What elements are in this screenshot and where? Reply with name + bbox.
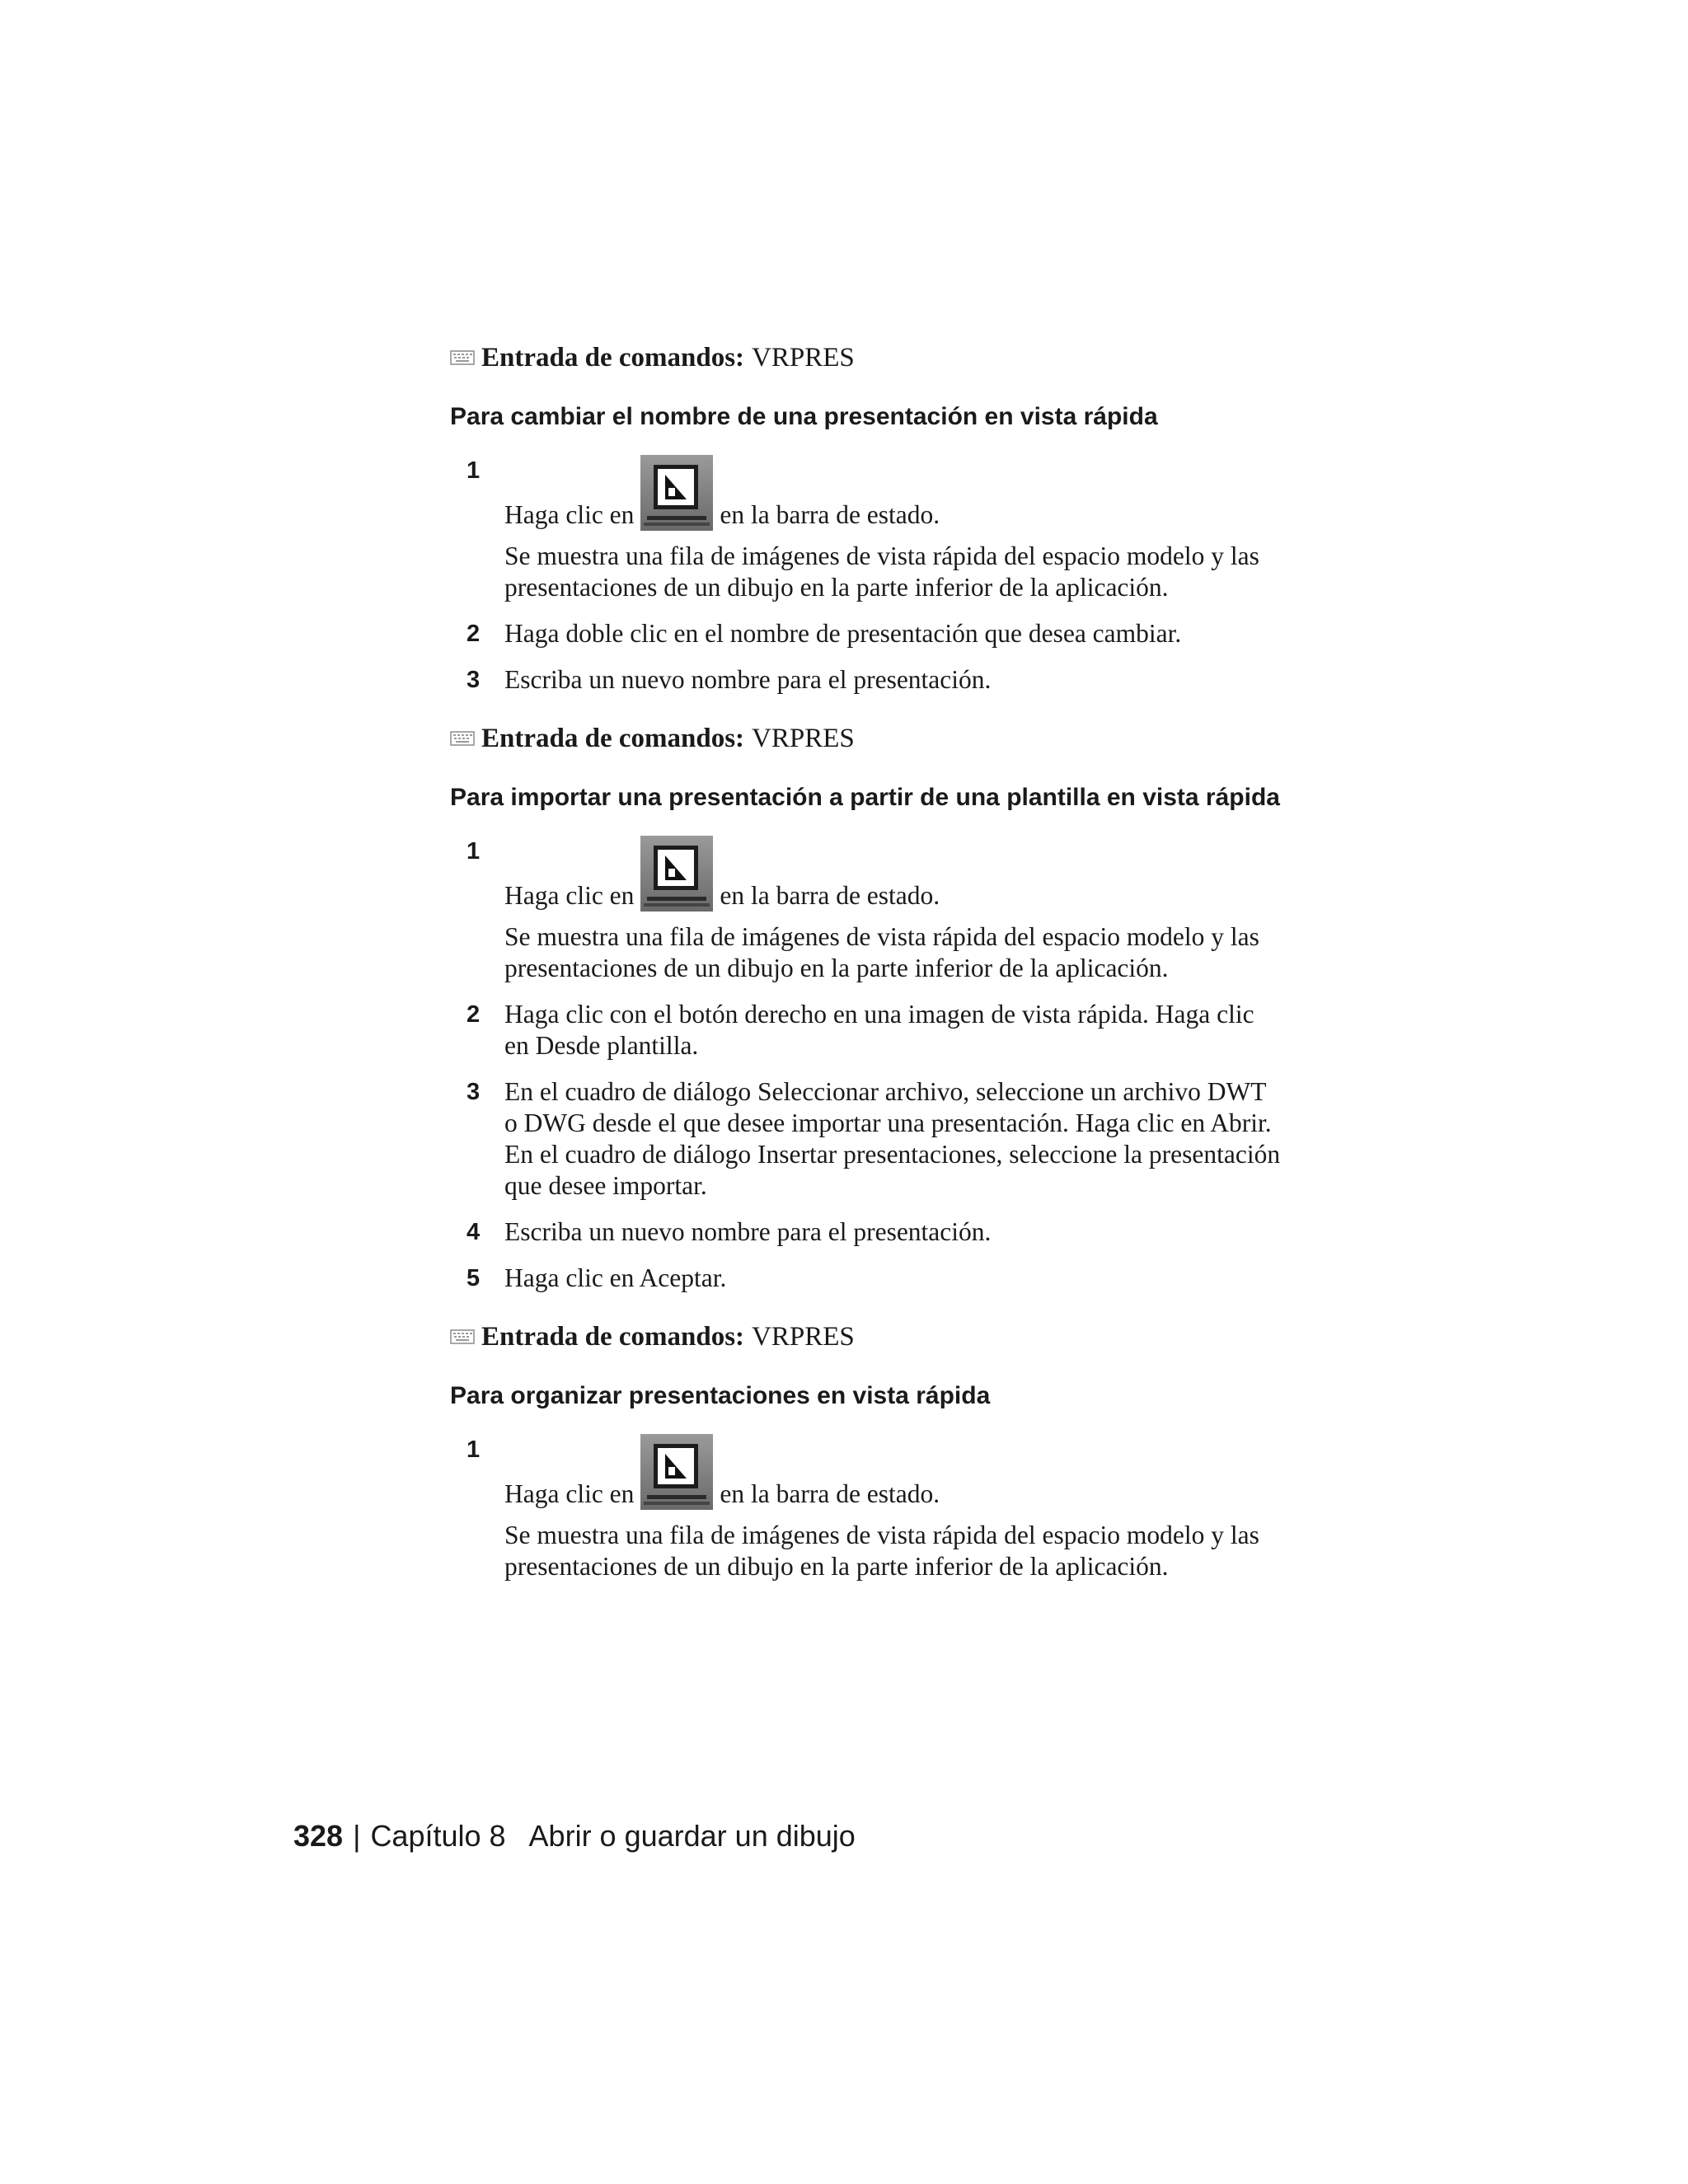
- step-text: En el cuadro de diálogo Seleccionar archivo, seleccione un archivo DWT: [504, 1077, 1267, 1106]
- step-text: en Desde plantilla.: [504, 1031, 699, 1060]
- step-text: en la barra de estado.: [720, 1479, 940, 1508]
- step-text: Haga clic en: [504, 500, 635, 529]
- page-number: 328: [293, 1819, 344, 1853]
- command-entry-value: VRPRES: [752, 1321, 855, 1352]
- keyboard-icon: [450, 349, 475, 366]
- step-item: [450, 1216, 1357, 1248]
- command-entry-label: Entrada de comandos:: [481, 342, 745, 373]
- page-footer: [293, 1813, 856, 1859]
- footer-chapter: Capítulo 8: [370, 1819, 506, 1853]
- step-text: o DWG desde el que desee importar una presentación. Haga clic en Abrir.: [504, 1108, 1272, 1137]
- command-entry-label: Entrada de comandos:: [481, 723, 745, 753]
- footer-chapter-title: Abrir o guardar un dibujo: [528, 1819, 856, 1853]
- step-note-line: presentaciones de un dibujo en la parte inferior de la aplicación.: [504, 954, 1169, 982]
- keyboard-icon: [450, 730, 475, 747]
- step-number: 2: [467, 1001, 481, 1028]
- command-entry: [450, 338, 1357, 377]
- step-list: [450, 1434, 1357, 1582]
- step-item: [450, 455, 1357, 603]
- step-note-line: presentaciones de un dibujo en la parte inferior de la aplicación.: [504, 573, 1169, 602]
- procedure-title: Para organizar presentaciones en vista rápida: [450, 1382, 991, 1409]
- step-list: [450, 836, 1357, 1294]
- command-entry: [450, 1317, 1357, 1357]
- command-entry: [450, 719, 1357, 758]
- quick-view-layouts-icon: [640, 455, 713, 531]
- step-item: [450, 664, 1357, 696]
- step-item: [450, 1434, 1357, 1582]
- procedure-title: Para cambiar el nombre de una presentación en vista rápida: [450, 403, 1158, 430]
- step-number: 2: [467, 621, 481, 647]
- step-number: 4: [467, 1219, 481, 1245]
- page-content: [450, 338, 1357, 1597]
- step-item: [450, 836, 1357, 984]
- step-number: 3: [467, 1079, 481, 1105]
- step-number: 5: [467, 1265, 481, 1291]
- step-text: en la barra de estado.: [720, 500, 940, 529]
- command-entry-value: VRPRES: [752, 723, 855, 753]
- step-note-line: Se muestra una fila de imágenes de vista rápida del espacio modelo y las: [504, 922, 1259, 951]
- step-item: [450, 618, 1357, 649]
- step-item: [450, 1263, 1357, 1294]
- step-number: 3: [467, 667, 481, 693]
- quick-view-layouts-icon: [640, 1434, 713, 1510]
- section-organize-layouts: [450, 1317, 1357, 1582]
- command-entry-label: Entrada de comandos:: [481, 1321, 745, 1352]
- step-item: [450, 1076, 1357, 1202]
- step-number: 1: [467, 1436, 481, 1463]
- step-text: Escriba un nuevo nombre para el presentación.: [504, 1217, 992, 1246]
- command-entry-value: VRPRES: [752, 342, 855, 373]
- section-rename-layout: [450, 338, 1357, 696]
- step-number: 1: [467, 838, 481, 865]
- step-note-line: presentaciones de un dibujo en la parte inferior de la aplicación.: [504, 1552, 1169, 1581]
- step-item: [450, 999, 1357, 1062]
- step-text: Haga clic con el botón derecho en una imagen de vista rápida. Haga clic: [504, 1000, 1254, 1029]
- step-text: Haga doble clic en el nombre de presentación que desea cambiar.: [504, 619, 1182, 648]
- step-number: 1: [467, 457, 481, 484]
- step-list: [450, 455, 1357, 696]
- step-text: Haga clic en: [504, 881, 635, 910]
- step-note: [504, 921, 1357, 984]
- step-note-line: Se muestra una fila de imágenes de vista rápida del espacio modelo y las: [504, 1521, 1259, 1549]
- keyboard-icon: [450, 1329, 475, 1345]
- step-text: en la barra de estado.: [720, 881, 940, 910]
- step-text: En el cuadro de diálogo Insertar presentaciones, seleccione la presentación: [504, 1140, 1281, 1169]
- footer-separator: |: [353, 1819, 361, 1853]
- step-text: Escriba un nuevo nombre para el presentación.: [504, 665, 992, 694]
- section-import-layout: [450, 719, 1357, 1294]
- quick-view-layouts-icon: [640, 836, 713, 912]
- step-note-line: Se muestra una fila de imágenes de vista rápida del espacio modelo y las: [504, 541, 1259, 570]
- step-note: [504, 1520, 1357, 1582]
- step-text: Haga clic en: [504, 1479, 635, 1508]
- step-note: [504, 541, 1357, 603]
- step-text: que desee importar.: [504, 1171, 707, 1200]
- step-text: Haga clic en Aceptar.: [504, 1263, 727, 1292]
- procedure-title: Para importar una presentación a partir de una plantilla en vista rápida: [450, 784, 1280, 811]
